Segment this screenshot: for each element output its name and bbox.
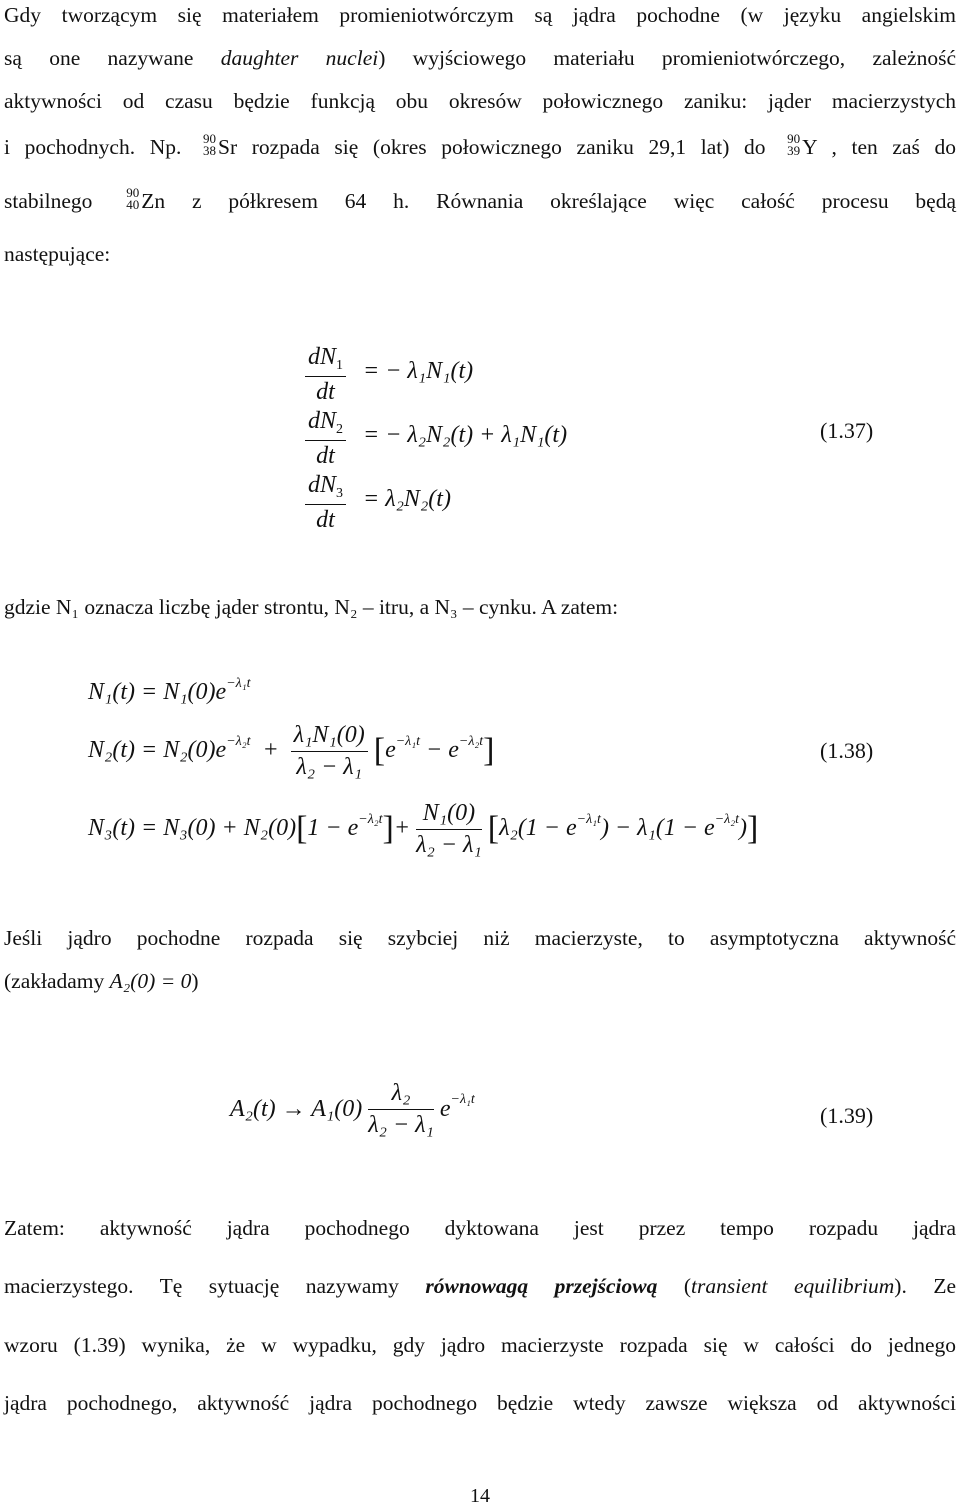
nuclide-notation: 90 38 xyxy=(203,131,216,158)
equation-row: $\frac{dN_1}{dt}$ = − λ₁N₁(t) xyxy=(305,344,565,408)
equation-rhs: = λ₂N₂(t) xyxy=(363,486,451,512)
italic-term: A₂(0) = 0 xyxy=(109,969,192,993)
equation-number: (1.39) xyxy=(820,1103,874,1128)
text-line: aktywności od czasu będzie funkcją obu okresów połowicznego zaniku: jąder macierzystych xyxy=(4,89,956,113)
equation-1-38-line1: $N_1(t) = N_1(0)e^{-\lambda_1t}$ xyxy=(88,676,251,705)
equation-rhs: = − λ₂N₂(t) + λ₁N₁(t) xyxy=(363,422,568,448)
equation-number: (1.37) xyxy=(820,418,874,443)
text-line: macierzystego. Tę sytuację nazywamy równowagą przejściową (transient equilibrium). Ze xyxy=(4,1274,956,1298)
text-line xyxy=(4,131,957,160)
equation-row: $\frac{dN_3}{dt}$ = λ₂N₂(t) xyxy=(305,472,565,536)
text-line: jądra pochodnego, aktywność jądra pochodnego będzie wtedy zawsze większa od aktywności xyxy=(4,1391,956,1415)
text-line: następujące: xyxy=(4,242,111,266)
equation-1-37 xyxy=(305,344,568,536)
equation-row: $\frac{dN_2}{dt}$ = − λ₂N₂(t) + λ₁N₁(t) xyxy=(305,408,565,472)
equation-number: (1.38) xyxy=(820,738,874,763)
italic-term: transient equilibrium xyxy=(691,1274,895,1298)
text-line xyxy=(4,185,957,214)
text-line: gdzie N₁ oznacza liczbę jąder strontu, N₂ – itru, a N₃ – cynku. A zatem: xyxy=(4,595,619,619)
page-number: 14 xyxy=(470,1485,490,1507)
text-line: Gdy tworzącym się materiałem promieniotwórczym są jądra pochodne (w języku angielskim xyxy=(4,3,956,27)
italic-term: daughter nuclei xyxy=(220,46,379,70)
text-span: Sr rozpada się (okres połowicznego zaniku 29,1 lat) do xyxy=(218,135,766,159)
equation-rhs: = − λ₁N₁(t) xyxy=(363,358,474,384)
nuclide-notation: 90 40 xyxy=(126,185,140,212)
text-line: (zakładamy A₂(0) = 0) xyxy=(4,969,199,993)
text-span: ) wyjściowego materiału promieniotwórczego, zależność xyxy=(378,46,956,70)
text-line: Zatem: aktywność jądra pochodnego dyktowana jest przez tempo rozpadu jądra xyxy=(4,1216,956,1240)
text-span: Y , ten zaś do xyxy=(802,135,957,159)
equation-1-38-line3: $N_3(t) = N_3(0) + N_2(0)[1 - e^{-\lambda_2t}]+$ $\frac{\text{N₁(0)}}{\text{λ₂ − λ₁}}$ $[\lambda_2(1 - e^{-\lambda_1t}) - \lambda_1(1 - e^{-\lambda_2t})]$ xyxy=(88,800,759,858)
text-span: są one nazywane xyxy=(4,46,221,70)
text-span: z półkresem 64 h. Równania określające więc całość procesu będą xyxy=(191,189,957,213)
text-span: i pochodnych. Np. xyxy=(4,135,182,159)
text-span: stabilnego xyxy=(4,189,93,213)
text-line: wzoru (1.39) wynika, że w wypadku, gdy jądro macierzyste rozpada się w całości do jednego xyxy=(4,1333,956,1357)
text-line xyxy=(4,45,956,71)
equation-1-39: A₂(t) → A₁(0) $\frac{\text{λ₂}}{\text{λ₂ − λ₁}}$ $e^{-\lambda_1t}$ xyxy=(230,1080,475,1138)
equation-1-38-line2: $N_2(t) = N_2(0)e^{-\lambda_2t}$ + $\frac{\text{λ₁N₁(0)}}{\text{λ₂ − λ₁}}$ $[e^{-\lambda_1t} - e^{-\lambda_2t}]$ xyxy=(88,722,495,780)
text-line: Jeśli jądro pochodne rozpada się szybciej niż macierzyste, to asymptotyczna aktywność xyxy=(4,926,956,950)
text-span: Zn xyxy=(141,189,166,213)
bold-term: równowagą przejściową xyxy=(425,1274,658,1298)
nuclide-notation: 90 39 xyxy=(787,131,801,158)
